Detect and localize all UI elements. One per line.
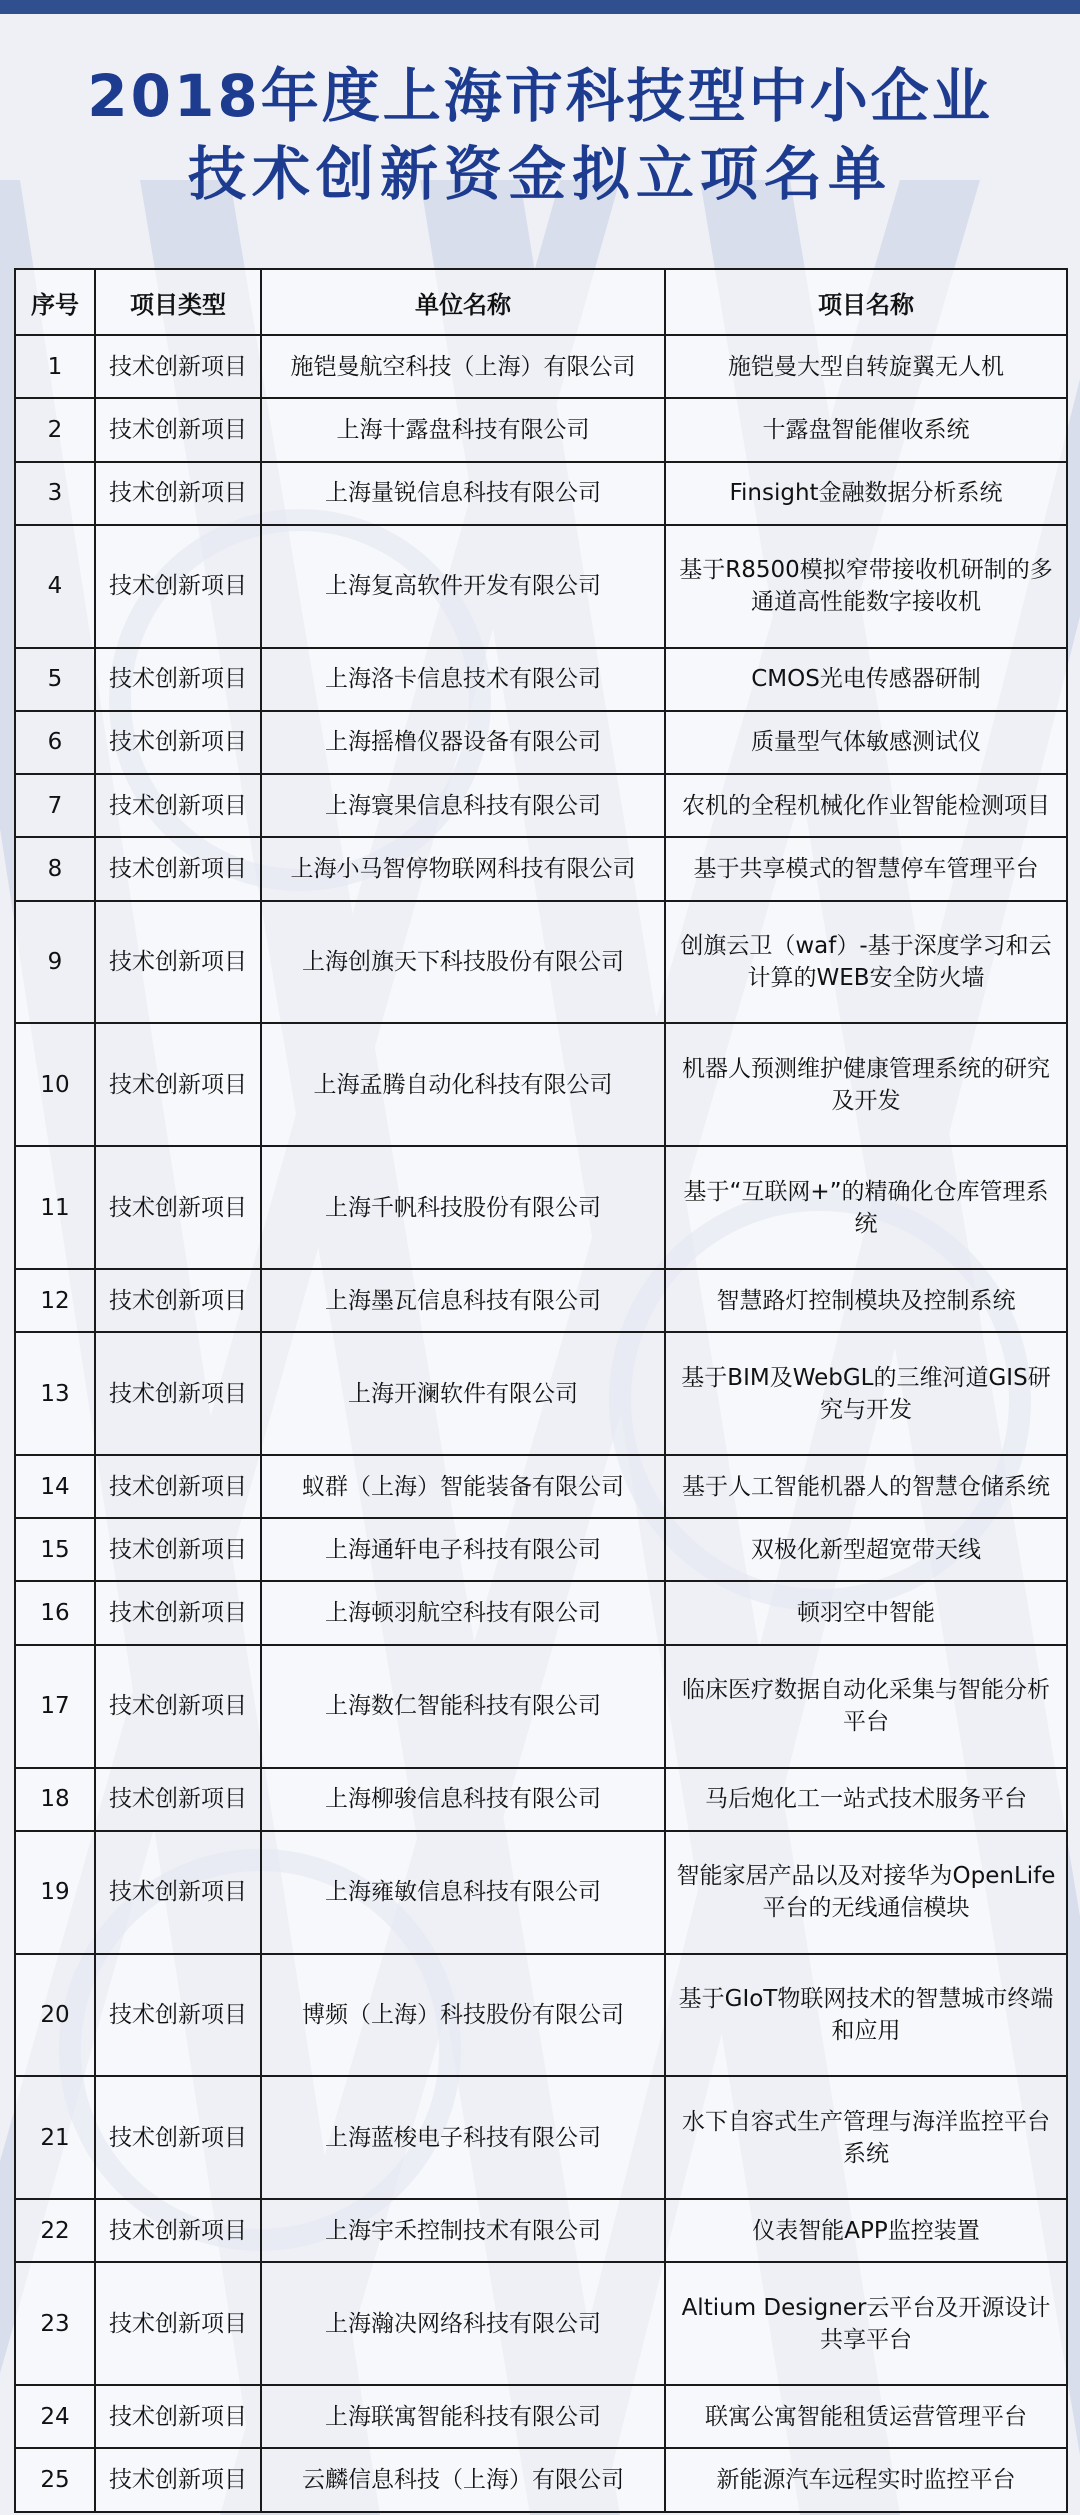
cell-project-type: 技术创新项目 bbox=[95, 335, 261, 398]
project-list-table bbox=[14, 268, 1068, 2513]
cell-company-name: 博频（上海）科技股份有限公司 bbox=[261, 1954, 665, 2077]
cell-index: 3 bbox=[15, 462, 95, 525]
cell-company-name: 上海联寓智能科技有限公司 bbox=[261, 2385, 665, 2448]
cell-index: 23 bbox=[15, 2262, 95, 2385]
cell-project-name: 仪表智能APP监控装置 bbox=[665, 2199, 1067, 2262]
cell-project-name: Finsight金融数据分析系统 bbox=[665, 462, 1067, 525]
cell-project-type: 技术创新项目 bbox=[95, 711, 261, 774]
cell-index: 20 bbox=[15, 1954, 95, 2077]
table-row bbox=[15, 837, 1067, 900]
cell-project-type: 技术创新项目 bbox=[95, 1954, 261, 2077]
cell-company-name: 上海孟腾自动化科技有限公司 bbox=[261, 1023, 665, 1146]
header-company-name: 单位名称 bbox=[261, 269, 665, 335]
cell-project-type: 技术创新项目 bbox=[95, 1831, 261, 1954]
table-row bbox=[15, 525, 1067, 648]
table-row bbox=[15, 1518, 1067, 1581]
cell-project-name: 智能家居产品以及对接华为OpenLife平台的无线通信模块 bbox=[665, 1831, 1067, 1954]
cell-index: 8 bbox=[15, 837, 95, 900]
cell-project-type: 技术创新项目 bbox=[95, 1146, 261, 1269]
cell-company-name: 上海寰果信息科技有限公司 bbox=[261, 774, 665, 837]
cell-project-type: 技术创新项目 bbox=[95, 1768, 261, 1831]
header-project-name: 项目名称 bbox=[665, 269, 1067, 335]
table-row bbox=[15, 1269, 1067, 1332]
table-row bbox=[15, 2385, 1067, 2448]
cell-project-name: 施铠曼大型自转旋翼无人机 bbox=[665, 335, 1067, 398]
cell-project-type: 技术创新项目 bbox=[95, 648, 261, 711]
table-row bbox=[15, 1581, 1067, 1644]
cell-project-name: 顿羽空中智能 bbox=[665, 1581, 1067, 1644]
cell-company-name: 上海十露盘科技有限公司 bbox=[261, 398, 665, 461]
cell-index: 6 bbox=[15, 711, 95, 774]
cell-company-name: 上海创旗天下科技股份有限公司 bbox=[261, 901, 665, 1024]
cell-index: 4 bbox=[15, 525, 95, 648]
page-title-line-1: 2018年度上海市科技型中小企业 bbox=[87, 62, 993, 130]
table-row bbox=[15, 1023, 1067, 1146]
cell-company-name: 上海小马智停物联网科技有限公司 bbox=[261, 837, 665, 900]
header-index: 序号 bbox=[15, 269, 95, 335]
cell-company-name: 上海通轩电子科技有限公司 bbox=[261, 1518, 665, 1581]
cell-index: 7 bbox=[15, 774, 95, 837]
table-row bbox=[15, 2262, 1067, 2385]
table-body bbox=[15, 335, 1067, 2512]
cell-project-type: 技术创新项目 bbox=[95, 901, 261, 1024]
cell-index: 22 bbox=[15, 2199, 95, 2262]
cell-project-name: 基于人工智能机器人的智慧仓储系统 bbox=[665, 1455, 1067, 1518]
cell-company-name: 上海数仁智能科技有限公司 bbox=[261, 1645, 665, 1768]
cell-project-type: 技术创新项目 bbox=[95, 1518, 261, 1581]
cell-project-name: 水下自容式生产管理与海洋监控平台系统 bbox=[665, 2076, 1067, 2199]
cell-index: 5 bbox=[15, 648, 95, 711]
cell-company-name: 上海顿羽航空科技有限公司 bbox=[261, 1581, 665, 1644]
cell-company-name: 上海宇禾控制技术有限公司 bbox=[261, 2199, 665, 2262]
cell-project-type: 技术创新项目 bbox=[95, 1455, 261, 1518]
table-row bbox=[15, 1831, 1067, 1954]
cell-index: 17 bbox=[15, 1645, 95, 1768]
table-row bbox=[15, 1455, 1067, 1518]
cell-project-type: 技术创新项目 bbox=[95, 2199, 261, 2262]
cell-company-name: 上海量锐信息科技有限公司 bbox=[261, 462, 665, 525]
cell-project-type: 技术创新项目 bbox=[95, 398, 261, 461]
cell-project-type: 技术创新项目 bbox=[95, 2076, 261, 2199]
table-row bbox=[15, 1146, 1067, 1269]
cell-company-name: 上海墨瓦信息科技有限公司 bbox=[261, 1269, 665, 1332]
table-row bbox=[15, 462, 1067, 525]
cell-project-name: 基于R8500模拟窄带接收机研制的多通道高性能数字接收机 bbox=[665, 525, 1067, 648]
cell-index: 1 bbox=[15, 335, 95, 398]
table-row bbox=[15, 1768, 1067, 1831]
cell-project-type: 技术创新项目 bbox=[95, 1269, 261, 1332]
table-row bbox=[15, 1645, 1067, 1768]
cell-project-name: 智慧路灯控制模块及控制系统 bbox=[665, 1269, 1067, 1332]
cell-project-name: 基于共享模式的智慧停车管理平台 bbox=[665, 837, 1067, 900]
cell-project-name: 质量型气体敏感测试仪 bbox=[665, 711, 1067, 774]
cell-index: 25 bbox=[15, 2448, 95, 2512]
cell-company-name: 施铠曼航空科技（上海）有限公司 bbox=[261, 335, 665, 398]
cell-project-type: 技术创新项目 bbox=[95, 774, 261, 837]
cell-project-type: 技术创新项目 bbox=[95, 2448, 261, 2512]
cell-index: 16 bbox=[15, 1581, 95, 1644]
cell-company-name: 上海瀚决网络科技有限公司 bbox=[261, 2262, 665, 2385]
table-row bbox=[15, 648, 1067, 711]
table-row bbox=[15, 1332, 1067, 1455]
cell-index: 18 bbox=[15, 1768, 95, 1831]
cell-project-name: 联寓公寓智能租赁运营管理平台 bbox=[665, 2385, 1067, 2448]
cell-company-name: 上海洛卡信息技术有限公司 bbox=[261, 648, 665, 711]
cell-company-name: 上海雍敏信息科技有限公司 bbox=[261, 1831, 665, 1954]
cell-project-name: 马后炮化工一站式技术服务平台 bbox=[665, 1768, 1067, 1831]
page-title-line-2: 技术创新资金拟立项名单 bbox=[187, 140, 892, 208]
cell-project-name: 农机的全程机械化作业智能检测项目 bbox=[665, 774, 1067, 837]
cell-project-name: 基于GIoT物联网技术的智慧城市终端和应用 bbox=[665, 1954, 1067, 2077]
cell-index: 14 bbox=[15, 1455, 95, 1518]
table-row bbox=[15, 1954, 1067, 2077]
table-header-row bbox=[15, 269, 1067, 335]
table-row bbox=[15, 901, 1067, 1024]
cell-index: 12 bbox=[15, 1269, 95, 1332]
table-row bbox=[15, 2076, 1067, 2199]
cell-company-name: 云麟信息科技（上海）有限公司 bbox=[261, 2448, 665, 2512]
cell-project-type: 技术创新项目 bbox=[95, 525, 261, 648]
cell-project-name: 基于“互联网+”的精确化仓库管理系统 bbox=[665, 1146, 1067, 1269]
cell-project-type: 技术创新项目 bbox=[95, 2262, 261, 2385]
cell-project-type: 技术创新项目 bbox=[95, 1332, 261, 1455]
cell-project-name: 新能源汽车远程实时监控平台 bbox=[665, 2448, 1067, 2512]
cell-project-name: 基于BIM及WebGL的三维河道GIS研究与开发 bbox=[665, 1332, 1067, 1455]
cell-company-name: 蚁群（上海）智能装备有限公司 bbox=[261, 1455, 665, 1518]
cell-project-type: 技术创新项目 bbox=[95, 2385, 261, 2448]
cell-index: 24 bbox=[15, 2385, 95, 2448]
cell-project-type: 技术创新项目 bbox=[95, 1023, 261, 1146]
table-row bbox=[15, 335, 1067, 398]
cell-project-type: 技术创新项目 bbox=[95, 1645, 261, 1768]
cell-index: 19 bbox=[15, 1831, 95, 1954]
page-title bbox=[0, 58, 1080, 214]
cell-index: 13 bbox=[15, 1332, 95, 1455]
table-row bbox=[15, 711, 1067, 774]
cell-project-type: 技术创新项目 bbox=[95, 462, 261, 525]
cell-project-name: 机器人预测维护健康管理系统的研究及开发 bbox=[665, 1023, 1067, 1146]
cell-project-type: 技术创新项目 bbox=[95, 837, 261, 900]
table-row bbox=[15, 774, 1067, 837]
table-row bbox=[15, 2199, 1067, 2262]
cell-project-name: Altium Designer云平台及开源设计共享平台 bbox=[665, 2262, 1067, 2385]
cell-company-name: 上海复高软件开发有限公司 bbox=[261, 525, 665, 648]
table-row bbox=[15, 398, 1067, 461]
cell-index: 15 bbox=[15, 1518, 95, 1581]
cell-index: 2 bbox=[15, 398, 95, 461]
cell-project-name: 创旗云卫（waf）-基于深度学习和云计算的WEB安全防火墙 bbox=[665, 901, 1067, 1024]
cell-company-name: 上海摇橹仪器设备有限公司 bbox=[261, 711, 665, 774]
cell-project-name: 双极化新型超宽带天线 bbox=[665, 1518, 1067, 1581]
cell-company-name: 上海千帆科技股份有限公司 bbox=[261, 1146, 665, 1269]
cell-project-name: 临床医疗数据自动化采集与智能分析平台 bbox=[665, 1645, 1067, 1768]
cell-company-name: 上海蓝梭电子科技有限公司 bbox=[261, 2076, 665, 2199]
header-project-type: 项目类型 bbox=[95, 269, 261, 335]
cell-index: 11 bbox=[15, 1146, 95, 1269]
cell-index: 21 bbox=[15, 2076, 95, 2199]
cell-project-name: CMOS光电传感器研制 bbox=[665, 648, 1067, 711]
cell-company-name: 上海柳骏信息科技有限公司 bbox=[261, 1768, 665, 1831]
cell-index: 9 bbox=[15, 901, 95, 1024]
cell-project-name: 十露盘智能催收系统 bbox=[665, 398, 1067, 461]
top-band bbox=[0, 0, 1080, 14]
cell-project-type: 技术创新项目 bbox=[95, 1581, 261, 1644]
cell-company-name: 上海开澜软件有限公司 bbox=[261, 1332, 665, 1455]
cell-index: 10 bbox=[15, 1023, 95, 1146]
table-row bbox=[15, 2448, 1067, 2512]
